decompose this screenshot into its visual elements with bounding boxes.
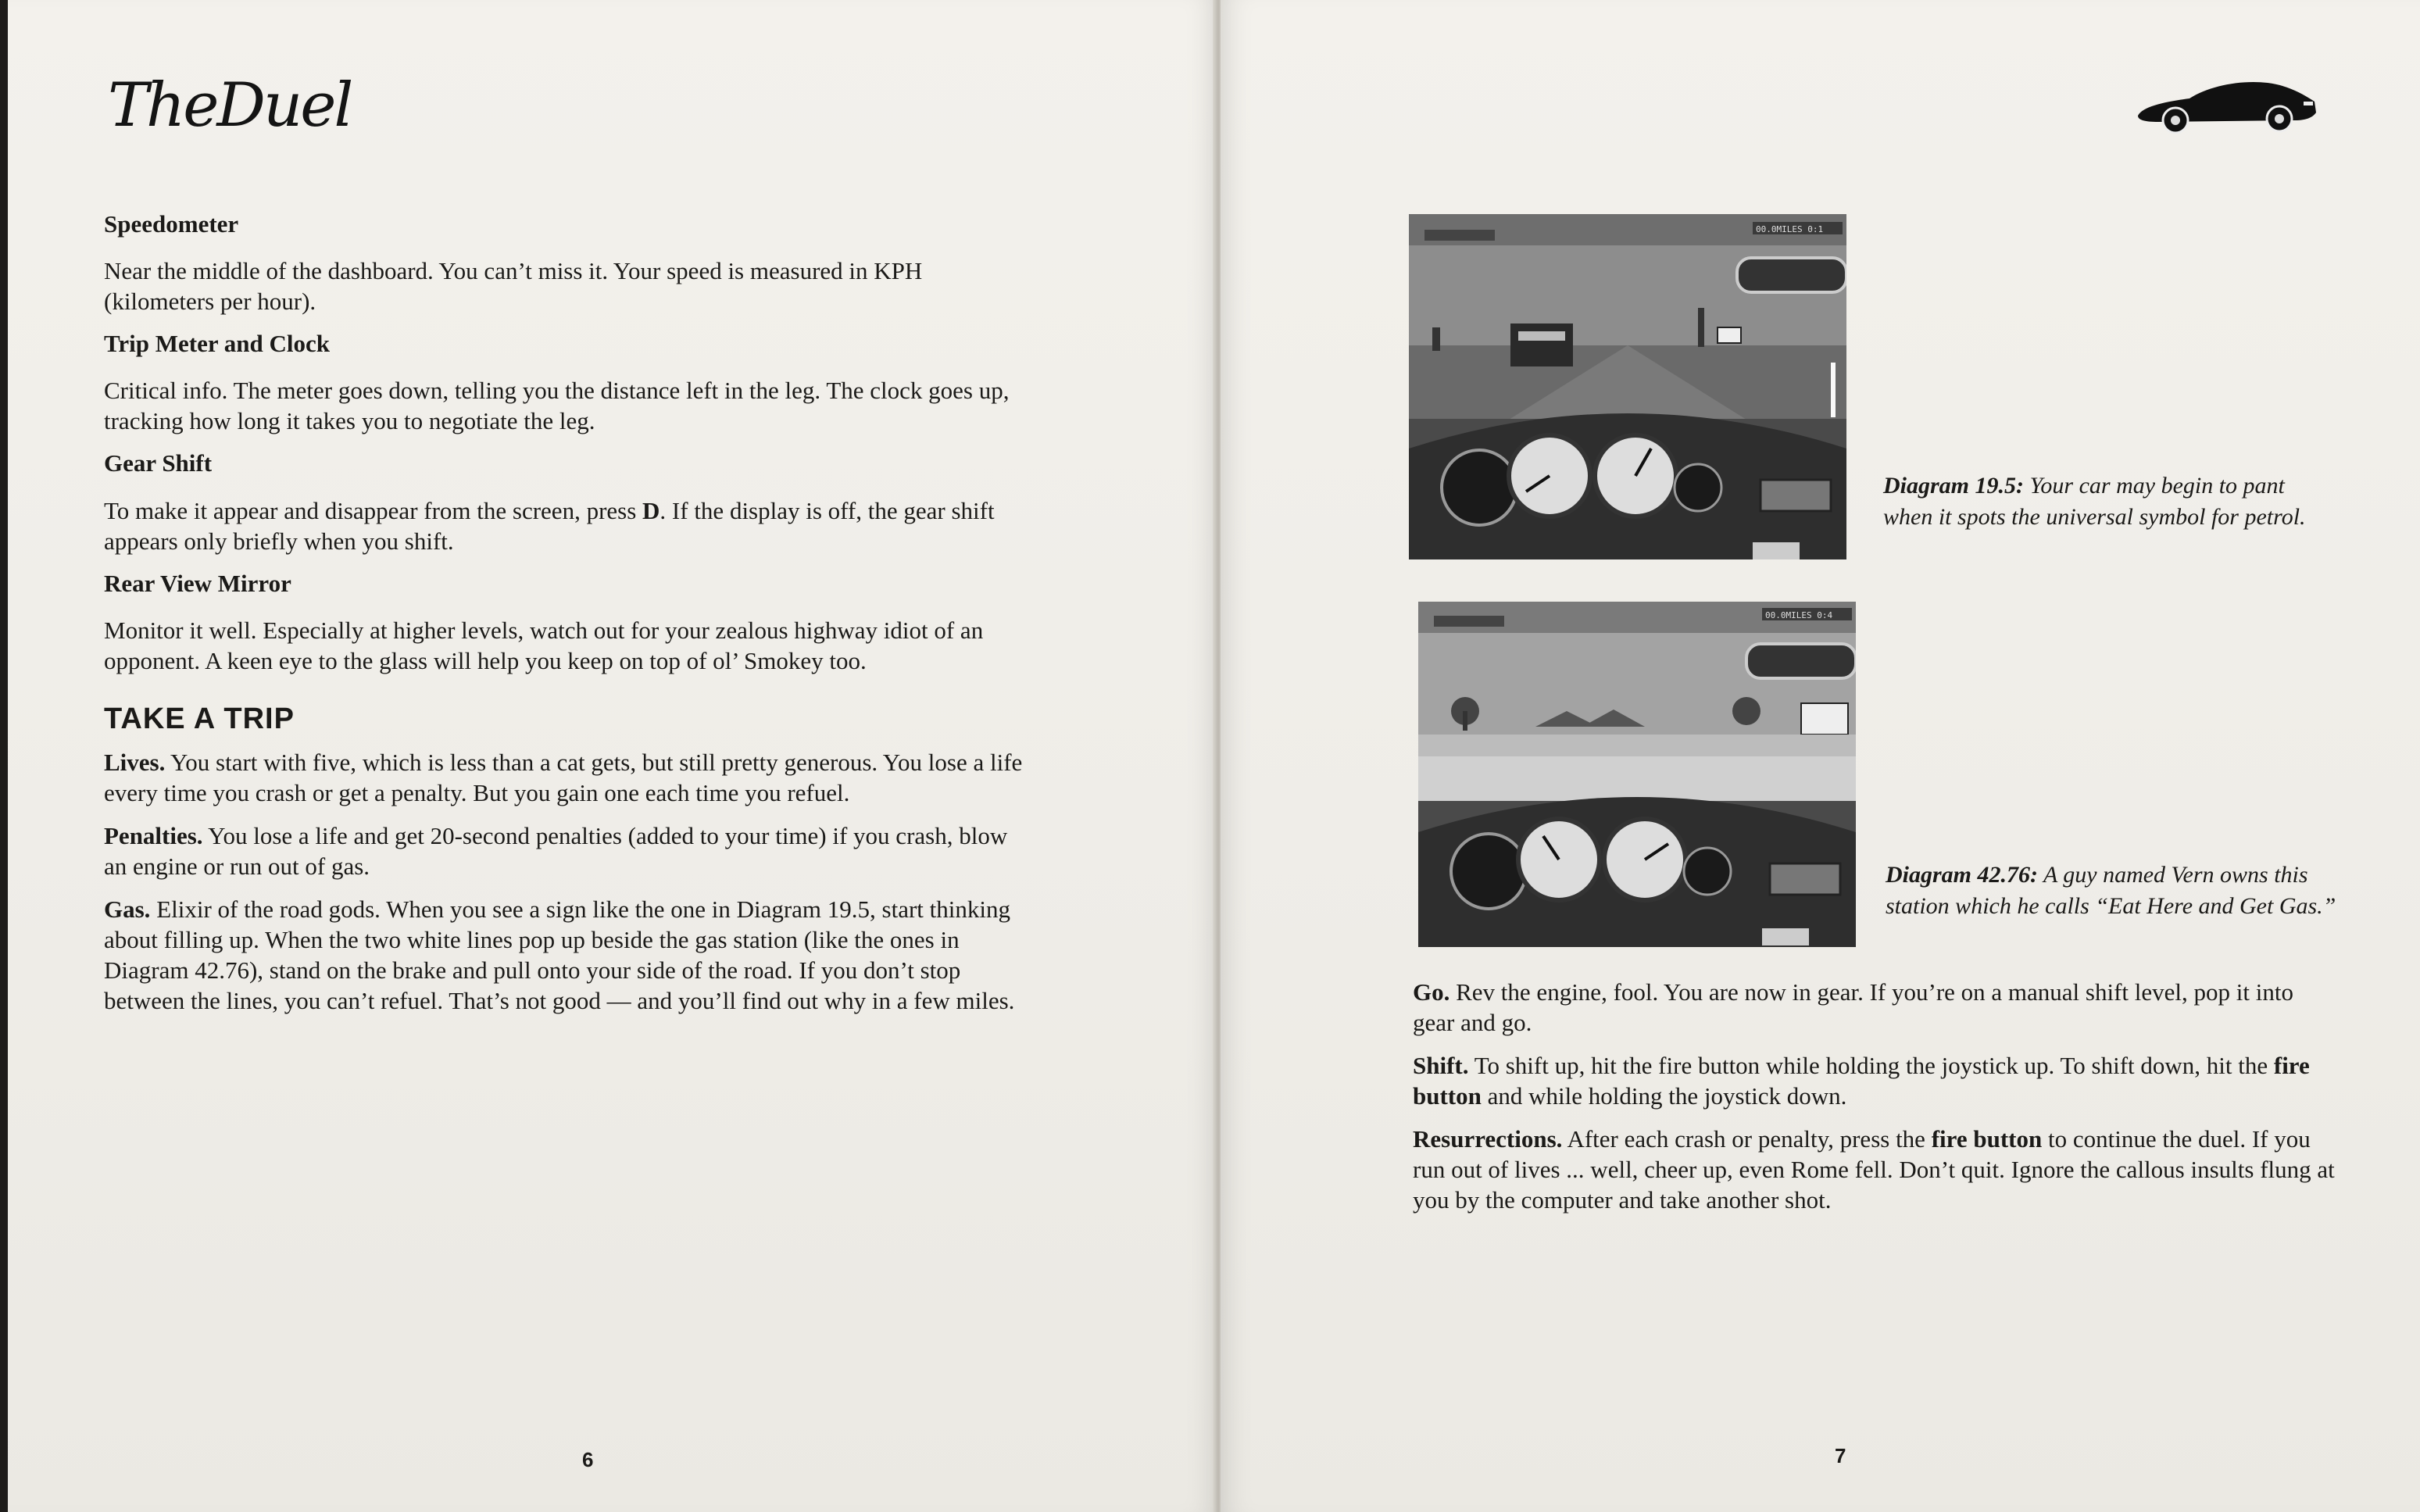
- item-go: [1413, 977, 2335, 1038]
- odometer-readout: 00.0MILES 0:4: [1765, 610, 1833, 620]
- section-body: [104, 495, 1026, 556]
- section-heading: Rear View Mirror: [104, 569, 291, 597]
- section-heading: Speedometer: [104, 210, 239, 238]
- fire-button-term: fire button: [1931, 1125, 2043, 1153]
- take-a-trip-heading: TAKE A TRIP: [104, 702, 295, 735]
- caption-label: Diagram 42.76:: [1886, 862, 2038, 888]
- item-term: Lives.: [104, 748, 166, 776]
- section-heading: Gear Shift: [104, 449, 213, 477]
- item-term: Resurrections.: [1413, 1125, 1563, 1153]
- item-text: You start with five, which is less than a cat gets, but still pretty generous. You lose a life every time you crash or get a penalty. But you gain one each time you refuel.: [104, 748, 1023, 806]
- page-number-right: 7: [1835, 1444, 1846, 1467]
- page-number-left: 6: [582, 1448, 594, 1471]
- odometer-readout: 00.0MILES 0:1: [1756, 224, 1824, 234]
- item-resurrections: [1413, 1124, 2335, 1215]
- diagram-42-76-screenshot: [1418, 602, 1856, 947]
- diagram-19-5-screenshot: [1409, 214, 1846, 559]
- item-gas: [104, 894, 1026, 1016]
- diagram-42-76-caption: [1886, 860, 2339, 922]
- item-term: Gas.: [104, 895, 151, 923]
- body-text: To make it appear and disappear from the screen, press: [104, 496, 643, 524]
- section-body: Near the middle of the dashboard. You can’t miss it. Your speed is measured in KPH (kilometers per hour).: [104, 257, 923, 316]
- section-body: Critical info. The meter goes down, telling you the distance left in the leg. The clock goes up, tracking how long it takes you to negotiate the leg.: [104, 377, 1010, 435]
- section-rear-view-mirror: [104, 569, 1026, 676]
- item-text: After each crash or penalty, press the: [1567, 1125, 1932, 1153]
- body-text: . If the display is off, the gear shift appears only briefly when you shift.: [104, 496, 995, 555]
- diagram-19-5-caption: [1883, 470, 2336, 533]
- item-text: You lose a life and get 20-second penalties (added to your time) if you crash, blow an engine or run out of gas.: [104, 821, 1008, 880]
- item-text: Rev the engine, fool. You are now in gear. If you’re on a manual shift level, pop it into gear and go.: [1413, 978, 2293, 1036]
- right-column: [1413, 977, 2335, 1228]
- item-text: to continue the duel. If you run out of lives ... well, cheer up, even Rome fell. Don’t quit. Ignore the callous insults flung at you by the computer and take another shot.: [1413, 1125, 2335, 1214]
- caption-text: A guy named Vern owns this station which he calls “Eat Here and Get Gas.”: [1886, 862, 2336, 919]
- item-text: Elixir of the road gods. When you see a sign like the one in Diagram 19.5, start thinking about filling up. When the two white lines pop up beside the gas station (like the ones in Diagram 42.76), stand on the brake and pull onto your side of the road. If you don’t stop between the lines, you can’t refuel. That’s not good — and you’ll find out why in a few miles.: [104, 895, 1015, 1014]
- item-penalties: [104, 820, 1026, 881]
- section-speedometer: [104, 209, 1026, 316]
- item-term: Shift.: [1413, 1052, 1469, 1079]
- caption-label: Diagram 19.5:: [1883, 473, 2024, 499]
- the-duel-logo: TheDuel: [108, 70, 352, 141]
- section-heading: Trip Meter and Clock: [104, 330, 331, 358]
- left-column: [104, 209, 1026, 1028]
- caption-text: Your car may begin to pant when it spots the universal symbol for petrol.: [1883, 473, 2306, 530]
- fire-button-term: fire button: [1413, 1052, 2310, 1110]
- item-text: and while holding the joystick down.: [1481, 1082, 1847, 1110]
- sports-car-icon: [2135, 75, 2318, 138]
- section-body: Monitor it well. Especially at higher levels, watch out for your zealous highway idiot of an opponent. A keen eye to the glass will help you keep on top of ol’ Smokey too.: [104, 616, 984, 674]
- section-gear-shift: [104, 449, 1026, 556]
- key-d: D: [642, 496, 660, 524]
- item-term: Go.: [1413, 978, 1450, 1006]
- item-lives: [104, 747, 1026, 808]
- item-term: Penalties.: [104, 821, 203, 849]
- item-shift: [1413, 1050, 2335, 1111]
- section-trip-meter: [104, 329, 1026, 436]
- item-text: To shift up, hit the fire button while holding the joystick up. To shift down, hit the: [1474, 1052, 2274, 1079]
